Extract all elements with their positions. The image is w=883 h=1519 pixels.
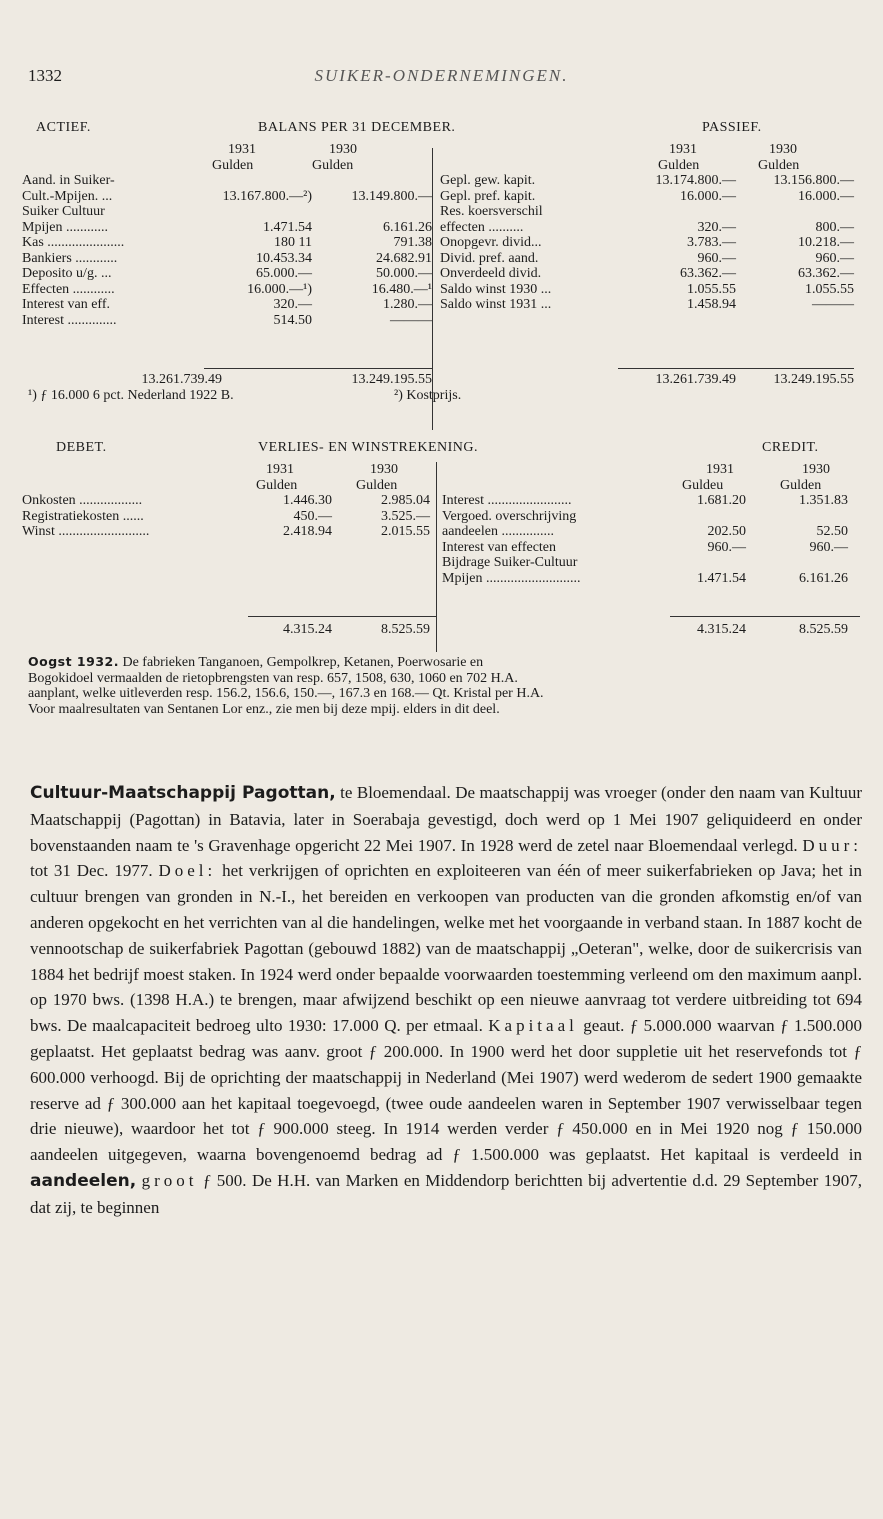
balance-footnote-row	[22, 388, 862, 404]
total-value: 13.249.195.55	[773, 372, 854, 387]
year-label: 1930	[370, 462, 398, 477]
total-rule	[670, 616, 860, 617]
harvest-text: De fabrieken Tanganoen, Gempolkrep, Ketanen, Poerwosarie en	[118, 655, 484, 670]
pl-row	[22, 509, 862, 525]
liability-value-1931: 63.362.—	[680, 266, 736, 281]
asset-value-1930: 791.38	[393, 235, 432, 250]
asset-label: Interest van eff.	[22, 297, 110, 312]
debit-value-1930: 3.525.—	[381, 508, 430, 524]
passief-title: PASSIEF.	[702, 120, 762, 135]
balance-row	[22, 297, 862, 313]
asset-label: Effecten ............	[22, 281, 115, 297]
balance-row	[22, 189, 862, 205]
balance-sheet	[22, 120, 862, 403]
liability-value-1931: 3.783.—	[687, 235, 736, 250]
asset-value-1931: 180 11	[274, 235, 312, 250]
total-value: 8.525.59	[799, 622, 848, 637]
asset-value-1931: 10.453.34	[256, 250, 312, 266]
asset-value-1931: 13.167.800.—²)	[222, 188, 312, 204]
asset-value-1930: 24.682.91	[376, 250, 432, 266]
credit-label: aandeelen ...............	[442, 524, 554, 539]
liability-value-1930: 960.—	[815, 250, 854, 266]
harvest-line	[28, 654, 856, 671]
credit-label: Interest ........................	[442, 493, 572, 508]
asset-label: Cult.-Mpijen. ...	[22, 188, 113, 204]
total-value: 13.261.739.49	[141, 372, 222, 387]
asset-label: Bankiers ............	[22, 250, 118, 266]
kapitaal-label: Kapitaal	[488, 1016, 578, 1036]
liability-label: Onverdeeld divid.	[440, 266, 542, 281]
asset-value-1930: 6.161.26	[383, 219, 432, 235]
year-label: 1930	[329, 142, 357, 157]
unit-label: Gulden	[758, 157, 800, 173]
unit-label: Gulden	[256, 477, 298, 493]
liability-value-1930: 16.000.—	[798, 188, 854, 204]
asset-value-1930: 1.280.—	[383, 297, 432, 312]
total-value: 13.261.739.49	[655, 372, 736, 387]
pl-unit-row	[22, 478, 862, 494]
credit-title: CREDIT.	[762, 440, 819, 455]
body-text: ƒ 500. De H.H. van Marken en Middendorp berichtten bij advertentie d.d. 29 September 1907, dat zij, te beginnen	[30, 1170, 862, 1217]
balance-unit-row	[22, 158, 862, 174]
liability-value-1930: 800.—	[815, 219, 854, 235]
liability-value-1930: 1.055.55	[805, 281, 854, 297]
year-label: 1931	[669, 142, 697, 157]
debit-value-1930: 2.985.04	[381, 493, 430, 508]
body-text: te Bloemendaal. De maatschappij was vroeger (onder den naam van Kultuur Maatschappij (Pagottan) in Batavia, later in Soerabaja gevestigd, doch werd op 1 Mei 1907 geliquideerd en onder bovenstaanden naam te 's Gravenhage opgericht 22 Mei 1907. In 1928 werd de zetel naar Bloemendaal verlegd.	[30, 783, 862, 855]
balance-title: BALANS PER 31 DECEMBER.	[258, 120, 456, 135]
liability-label: Saldo winst 1930 ...	[440, 281, 552, 297]
credit-label: Mpijen ...........................	[442, 570, 581, 586]
asset-value-1930: 16.480.—¹	[371, 281, 432, 297]
asset-value-1930: 50.000.—	[376, 266, 432, 281]
balance-row	[22, 173, 862, 189]
profit-loss-account	[22, 440, 862, 637]
pl-total-row	[22, 622, 862, 638]
liability-label: Divid. pref. aand.	[440, 250, 539, 266]
pl-row	[22, 493, 862, 509]
balance-row	[22, 313, 862, 329]
liability-value-1931: 13.174.800.—	[655, 173, 736, 188]
credit-value-1930: 960.—	[809, 539, 848, 555]
doel-label: Doel:	[158, 861, 217, 881]
liability-label: effecten ..........	[440, 219, 524, 235]
balance-row	[22, 282, 862, 298]
pl-row	[22, 524, 862, 540]
liability-value-1930: 10.218.—	[798, 235, 854, 250]
total-value: 13.249.195.55	[351, 372, 432, 387]
pl-rows	[22, 493, 862, 586]
total-rule	[248, 616, 436, 617]
liability-label: Res. koersverschil	[440, 204, 543, 219]
harvest-line: Voor maalresultaten van Sentanen Lor enz., zie men bij deze mpij. elders in dit deel.	[28, 701, 500, 717]
asset-label: Mpijen ............	[22, 219, 108, 235]
asset-value-1931: 514.50	[273, 312, 312, 328]
actief-title: ACTIEF.	[36, 120, 91, 135]
balance-rows	[22, 173, 862, 328]
unit-label: Gulden	[658, 157, 700, 173]
year-label: 1931	[228, 142, 256, 157]
asset-value-1931: 1.471.54	[263, 219, 312, 235]
balance-row	[22, 204, 862, 220]
credit-value-1930: 1.351.83	[799, 493, 848, 508]
credit-label: Vergoed. overschrijving	[442, 508, 577, 524]
asset-value-1930: 13.149.800.—	[351, 188, 432, 204]
footnote: ²) Kostprijs.	[394, 388, 462, 403]
liability-value-1930: 63.362.—	[798, 266, 854, 281]
company-name: Cultuur-Maatschappij Pagottan,	[30, 783, 336, 803]
harvest-label: Oogst 1932.	[28, 654, 119, 669]
credit-label: Interest van effecten	[442, 539, 557, 555]
credit-value-1931: 202.50	[707, 524, 746, 539]
liability-value-1931: 1.055.55	[687, 281, 736, 297]
total-rule	[618, 368, 854, 369]
asset-value-1931: 16.000.—¹)	[247, 281, 312, 297]
credit-value-1931: 1.471.54	[697, 570, 746, 586]
total-value: 4.315.24	[697, 622, 746, 637]
unit-label: Gulden	[212, 157, 254, 173]
harvest-line: aanplant, welke uitleverden resp. 156.2, 156.6, 150.—, 167.3 en 168.— Qt. Kristal per H.A.	[28, 686, 544, 701]
liability-value-1931: 960.—	[697, 250, 736, 266]
debit-label: Registratiekosten ......	[22, 508, 144, 524]
debit-value-1931: 450.—	[293, 508, 332, 524]
total-value: 4.315.24	[283, 622, 332, 637]
balance-row	[22, 235, 862, 251]
asset-label: Deposito u/g. ...	[22, 266, 112, 281]
pl-title: VERLIES- EN WINSTREKENING.	[258, 440, 478, 455]
liability-label: Saldo winst 1931 ...	[440, 297, 552, 312]
year-label: 1930	[802, 462, 830, 477]
debet-title: DEBET.	[56, 440, 107, 455]
debit-label: Winst ..........................	[22, 524, 150, 539]
harvest-note	[28, 654, 856, 717]
liability-value-1930: 13.156.800.—	[773, 173, 854, 188]
liability-label: Gepl. pref. kapit.	[440, 188, 536, 204]
pl-row	[22, 555, 862, 571]
credit-value-1931: 1.681.20	[697, 493, 746, 508]
asset-label: Aand. in Suiker-	[22, 173, 115, 188]
credit-value-1930: 52.50	[816, 524, 848, 539]
year-label: 1931	[266, 462, 294, 477]
page-number: 1332	[28, 66, 62, 85]
balance-row	[22, 251, 862, 267]
running-title: SUIKER-ONDERNEMINGEN.	[314, 66, 569, 85]
liability-value-1931: 320.—	[697, 219, 736, 235]
credit-label: Bijdrage Suiker-Cultuur	[442, 555, 578, 570]
pl-year-row	[22, 462, 862, 478]
unit-label: Gulden	[780, 477, 822, 493]
footnote: ¹) ƒ 16.000 6 pct. Nederland 1922 B.	[28, 388, 234, 403]
harvest-line: Bogokidoel vermaalden de rietopbrengsten van resp. 657, 1508, 630, 1060 en 702 H.A.	[28, 670, 518, 686]
asset-label: Kas ......................	[22, 235, 125, 250]
company-description	[30, 780, 862, 1221]
debit-value-1931: 1.446.30	[283, 493, 332, 508]
body-text: tot 31 Dec. 1977.	[30, 861, 159, 881]
liability-value-1931: 1.458.94	[687, 297, 736, 312]
aandeelen-label: aandeelen,	[30, 1170, 137, 1191]
balance-row	[22, 266, 862, 282]
total-rule	[204, 368, 432, 369]
total-value: 8.525.59	[381, 622, 430, 637]
liability-label: Gepl. gew. kapit.	[440, 173, 536, 188]
debit-value-1930: 2.015.55	[381, 524, 430, 539]
liability-label: Onopgevr. divid...	[440, 235, 542, 250]
pl-row	[22, 540, 862, 556]
unit-label: Gulden	[312, 157, 354, 173]
balance-total-row	[22, 372, 862, 388]
year-label: 1930	[769, 142, 797, 157]
unit-label: Gulden	[356, 477, 398, 493]
balance-heading	[22, 120, 862, 142]
credit-value-1930: 6.161.26	[799, 570, 848, 586]
running-head	[28, 66, 855, 88]
pl-heading	[22, 440, 862, 462]
duur-label: Duur:	[802, 835, 862, 855]
asset-value-1931: 65.000.—	[256, 266, 312, 281]
credit-value-1931: 960.—	[707, 539, 746, 555]
debit-label: Onkosten ..................	[22, 493, 143, 508]
balance-row	[22, 220, 862, 236]
groot-label: groot	[141, 1170, 198, 1190]
year-label: 1931	[706, 462, 734, 477]
asset-label: Interest ..............	[22, 312, 117, 328]
unit-label: Guldeu	[682, 477, 724, 493]
debit-value-1931: 2.418.94	[283, 524, 332, 539]
body-text: het verkrijgen of oprichten en exploiteeren van één of meer suikerfabrieken op Java; het in cultuur brengen van gronden in N.-I., het bereiden en verkoopen van producten van die gronden afkomstig en/of van anderen opgekocht en het verrichten van al die handelingen, welke met het voorgaande in verband staan. In 1887 kocht de vennootschap de suikerfabriek Pagottan (gebouwd 1882) van de maatschappij „Oeteran", welke, door de suikercrisis van 1884 het bedrijf moest staken. In 1924 werd onder bepaalde voorwaarden toestemming verleend om den maximum aanpl. op 1970 bws. (1398 H.A.) te brengen, maar afwijzend beschikt op een nieuwe aanvraag tot verdere uitbreiding tot 694 bws. De maalcapaciteit bedroeg ulto 1930: 17.000 Q. per etmaal.	[30, 861, 862, 1036]
asset-label: Suiker Cultuur	[22, 204, 105, 219]
asset-value-1931: 320.—	[273, 297, 312, 312]
balance-year-row	[22, 142, 862, 158]
body-text: geaut. ƒ 5.000.000 waarvan ƒ 1.500.000 geplaatst. Het geplaatst bedrag was aanv. groot ƒ 200.000. In 1900 werd het door suppletie uit het reservefonds tot ƒ 600.000 verhoogd. Bij de oprichting der maatschappij in Nederland (Mei 1907) werd wederom de sedert 1900 gemaakte reserve ad ƒ 300.000 aan het kapitaal toegevoegd, (twee oude aandeelen waren in September 1907 verwisselbaar tegen drie nieuwe), waardoor het tot ƒ 900.000 steeg. In 1914 werden verder ƒ 450.000 en in Mei 1920 nog ƒ 150.000 aandeelen uitgegeven, waarna bovengenoemd bedrag ad ƒ 1.500.000 was geplaatst. Het kapitaal is verdeeld in	[30, 1016, 862, 1165]
liability-value-1931: 16.000.—	[680, 188, 736, 204]
liability-value-1930: ———	[812, 297, 854, 312]
asset-value-1930: ———	[390, 312, 432, 328]
pl-row	[22, 571, 862, 587]
